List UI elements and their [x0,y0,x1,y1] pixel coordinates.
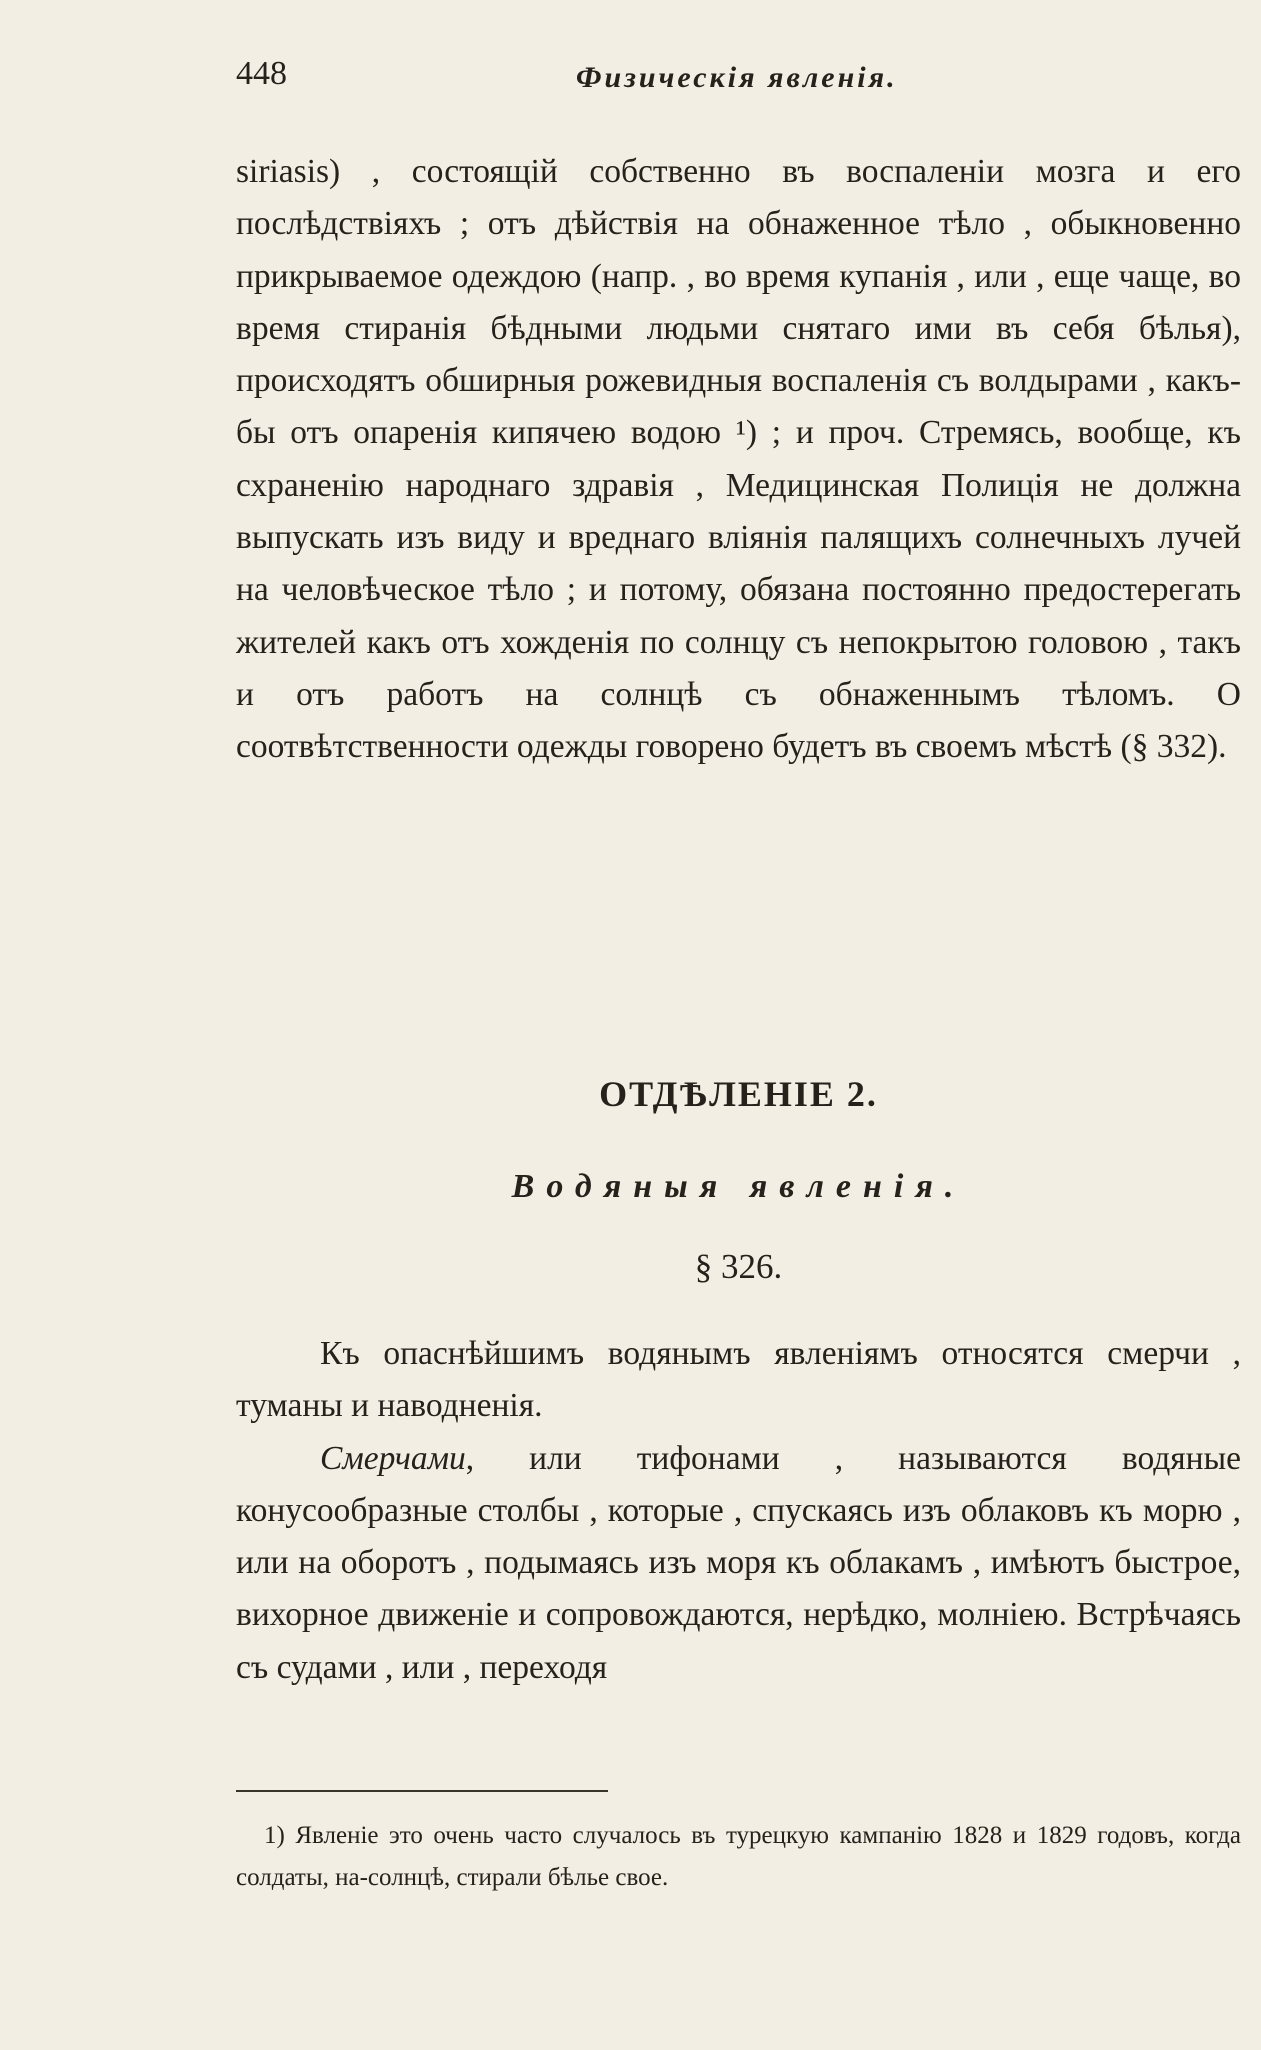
paragraph [236,1433,1241,1694]
paragraph-rest: , или тифонами , называются водяные конусообразные столбы , которые , спускаясь изъ облаковъ къ морю , или на оборотъ , подымаясь изъ моря къ облакамъ , имѣютъ быстрое, вихорное движеніе и сопровождаются, нерѣдко, молніею. Встрѣчаясь съ судами , или , переходя [236,1439,1241,1686]
paragraph: Къ опаснѣйшимъ водянымъ явленіямъ относятся смерчи , туманы и наводненія. [236,1335,1241,1425]
section-subtitle: Водяныя явленія. [511,1168,966,1205]
section-title: ОТДѢЛЕНІЕ 2. [599,1074,878,1114]
body-text-bottom [236,1328,1241,1694]
page-number: 448 [236,55,287,92]
footnote-text: 1) Явленіе это очень часто случалось въ турецкую кампанію 1828 и 1829 годовъ, когда солдаты, на-солнцѣ, стирали бѣлье свое. [236,1822,1241,1891]
page-header [236,55,1236,105]
footnote-rule [236,1790,608,1792]
paragraph-sign: § 326. [694,1247,783,1286]
running-title: Физическія явленія. [576,61,898,94]
term-italic: Смерчами [320,1439,466,1477]
paragraph: siriasis) , состоящій собственно въ воспаленіи мозга и его послѣдствіяхъ ; отъ дѣйствія на обнаженное тѣло , обыкновенно прикрываемое одеждою (напр. , во время купанія , или , еще чаще, во время стиранія бѣдными людьми снятаго ими въ себя бѣлья), происходятъ обширныя рожевидныя воспаленія съ волдырами , какъ-бы отъ опаренія кипячею водою ¹) ; и проч. Стремясь, вообще, къ схраненію народнаго здравія , Медицинская Полиція не должна выпускать изъ виду и вреднаго вліянія палящихъ солнечныхъ лучей на человѣческое тѣло ; и потому, обязана постоянно предостерегать жителей какъ отъ хожденія по солнцу съ непокрытою головою , такъ и отъ работъ на солнцѣ съ обнаженнымъ тѣломъ. О соотвѣтственности одежды говорено будетъ въ своемъ мѣстѣ (§ 332). [236,153,1241,766]
footnote [236,1815,1241,1899]
body-text-top [236,146,1241,774]
